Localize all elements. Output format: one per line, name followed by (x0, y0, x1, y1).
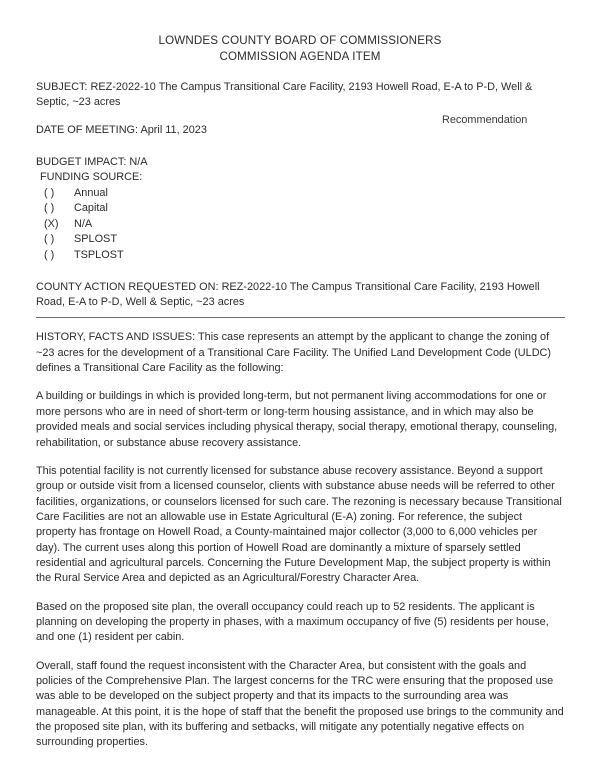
county-action-block (36, 280, 564, 318)
funding-option-label: TSPLOST (74, 248, 124, 261)
meeting-date-text: DATE OF MEETING: April 11, 2023 (36, 124, 207, 137)
paragraph-staff-conclusion: Overall, staff found the request inconsistent with the Character Area, but consistent with the goals and policies of the Comprehensive Plan. The largest concerns for the TRC were ensuring that the proposed use was able to be developed on the subject property and that its impacts to the surrounding area was manageable. At this point, it is the hope of staff that the benefit the proposed use brings to the community and the proposed site plan, with its buffering and setbacks, will mitigate any potentially negative effects on surrounding properties. (36, 659, 564, 749)
funding-source-list (36, 186, 564, 263)
budget-block (36, 155, 564, 263)
budget-impact-text: BUDGET IMPACT: N/A (36, 155, 148, 168)
paragraph-history-intro: HISTORY, FACTS AND ISSUES: This case represents an attempt by the applicant to change the zoning of ~23 acres for the development of a Transitional Care Facility. The Unified Land Development Code (ULDC) defines a Transitional Care Facility as the following: (36, 331, 552, 375)
header-line-2: COMMISSION AGENDA ITEM (219, 49, 381, 63)
funding-option-na[interactable] (36, 217, 564, 232)
paragraph-definition: A building or buildings in which is provided long-term, but not permanent living accommodations for one or more persons who are in need of short-term or long-term housing assistance, and in which may also be provided meals and social services including physical therapy, social therapy, emotional therapy, counseling, rehabilitation, or substance abuse recovery assistance. (36, 390, 558, 449)
checkbox-splost[interactable]: ( ) (44, 233, 55, 246)
checkbox-tsplost[interactable]: ( ) (44, 248, 55, 261)
section-divider (36, 317, 565, 318)
subject-block (36, 80, 564, 110)
funding-source-label: FUNDING SOURCE: (40, 170, 143, 183)
funding-option-tsplost[interactable] (36, 248, 564, 263)
recommendation-label: Recommendation (442, 114, 528, 126)
paragraph-licensing-zoning: This potential facility is not currently licensed for substance abuse recovery assistance. Beyond a support group or outside visit from a licensed counselor, clients with substance abuse needs will be referred to other facilities, organizations, or counselors licensed for such care. The rezoning is necessary because Transitional Care Facilities are not an allowable use in Estate Agricultural (E-A) zoning. For reference, the subject property has frontage on Howell Road, a County-maintained major collector (3,000 to 6,000 vehicles per day). The current uses along this portion of Howell Road are dominantly a mixture of sparsely settled residential and agricultural parcels. Concerning the Future Development Map, the subject property is within the Rural Service Area and depicted as an Agricultural/Forestry Character Area. (36, 464, 562, 585)
funding-option-annual[interactable] (36, 186, 564, 201)
funding-option-splost[interactable] (36, 232, 564, 247)
history-facts-issues-section (36, 330, 564, 750)
checkbox-capital[interactable]: ( ) (44, 202, 55, 215)
checkbox-na-checked[interactable]: (X) (44, 217, 59, 230)
funding-option-label: Annual (74, 187, 108, 200)
funding-option-label: SPLOST (74, 233, 117, 246)
funding-option-label: N/A (74, 217, 93, 230)
document-header (36, 0, 564, 64)
header-line-1: LOWNDES COUNTY BOARD OF COMMISSIONERS (158, 34, 442, 47)
funding-option-label: Capital (74, 202, 108, 215)
subject-text: SUBJECT: REZ-2022-10 The Campus Transitional Care Facility, 2193 Howell Road, E-A to P-D, Well & Septic, ~23 acres (36, 81, 533, 109)
checkbox-annual[interactable]: ( ) (44, 187, 55, 200)
funding-option-capital[interactable] (36, 201, 564, 216)
county-action-text: COUNTY ACTION REQUESTED ON: REZ-2022-10 The Campus Transitional Care Facility, 2193 Howell Road, E-A to P-D, Well & Septic, ~23 acres (36, 281, 540, 309)
paragraph-site-plan-occupancy: Based on the proposed site plan, the overall occupancy could reach up to 52 residents. The applicant is planning on developing the property in phases, with a maximum occupancy of five (5) residents per house, and one (1) resident per cabin. (36, 600, 549, 644)
